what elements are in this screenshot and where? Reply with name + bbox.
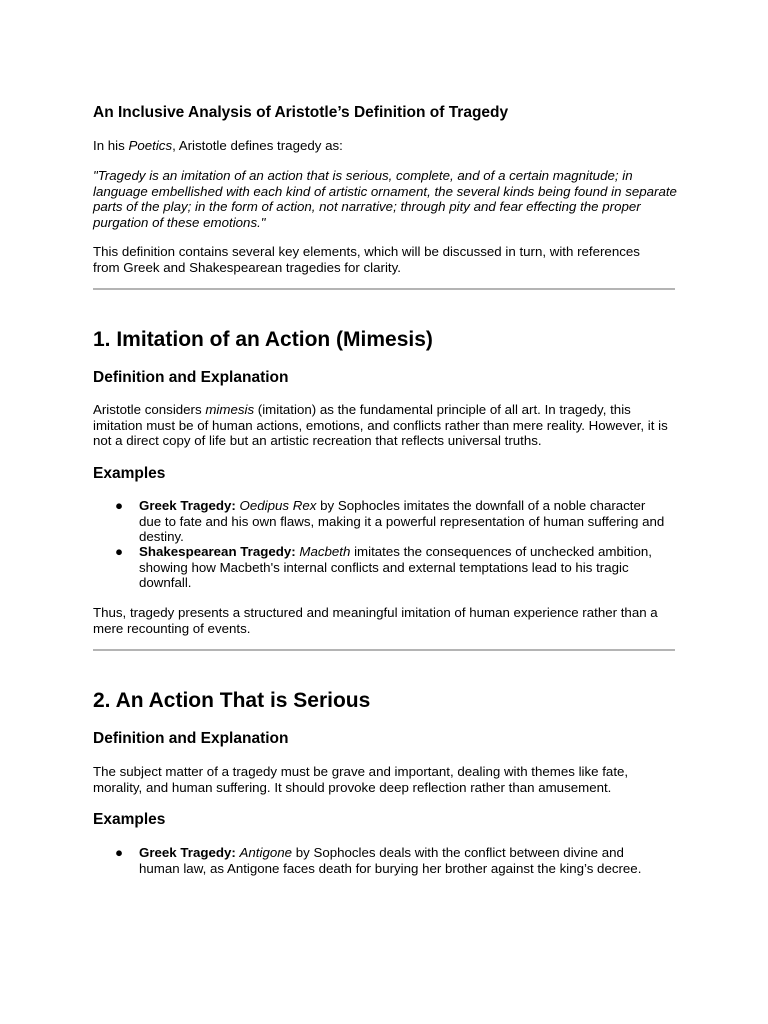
intro-lead-italic: Poetics (128, 138, 173, 153)
examples-heading: Examples (93, 465, 166, 482)
section-heading: 2. An Action That is Serious (93, 689, 371, 712)
definition-prefix: Aristotle considers (93, 402, 206, 417)
example-label: Greek Tragedy: (139, 498, 236, 513)
example-text: by Sophocles deals with the conflict between divine and human law, as Antigone faces death for burying her brother against the king’s decree. (139, 845, 642, 876)
examples-heading: Examples (93, 811, 166, 828)
list-item-text (139, 845, 659, 876)
definition-heading: Definition and Explanation (93, 730, 289, 747)
section-heading: 1. Imitation of an Action (Mimesis) (93, 328, 433, 351)
example-work: Oedipus Rex (239, 498, 317, 513)
example-work: Macbeth (299, 544, 351, 559)
aristotle-quote: "Tragedy is an imitation of an action that is serious, complete, and of a certain magnitude; in language embellished with each kind of artistic ornament, the several kinds being found in separate parts of the play; in the form of action, not narrative; through pity and fear effecting the proper purgation of these emotions." (93, 168, 677, 230)
list-item-text (139, 498, 669, 545)
example-work: Antigone (239, 845, 293, 860)
intro-summary: This definition contains several key elements, which will be discussed in turn, with references from Greek and Shakespearean tragedies for clarity. (93, 244, 640, 275)
example-text: imitates the consequences of unchecked ambition, showing how Macbeth's internal conflicts and external temptations lead to his tragic downfall. (139, 544, 652, 590)
definition-suffix: (imitation) as the fundamental principle of all art. In tragedy, this imitation must be of human actions, emotions, and conflicts rather than mere reality. However, it is not a direct copy of life but an artistic recreation that reflects universal truths. (93, 402, 668, 448)
example-label: Shakespearean Tragedy: (139, 544, 296, 559)
intro-lead-prefix: In his (93, 138, 129, 153)
bullet-icon: ● (115, 845, 124, 860)
definition-italic: mimesis (205, 402, 255, 417)
section-divider (93, 288, 675, 290)
section-divider (93, 649, 675, 651)
example-text: by Sophocles imitates the downfall of a noble character due to fate and his own flaws, making it a powerful representation of human suffering and destiny. (139, 498, 665, 544)
document-title: An Inclusive Analysis of Aristotle’s Definition of Tragedy (93, 104, 509, 121)
list-item-text (139, 544, 669, 591)
definition-text (93, 402, 678, 449)
intro-lead-suffix: , Aristotle defines tragedy as: (172, 138, 343, 153)
bullet-icon: ● (115, 498, 124, 513)
section-conclusion: Thus, tragedy presents a structured and meaningful imitation of human experience rather than a mere recounting of events. (93, 605, 658, 636)
definition-heading: Definition and Explanation (93, 369, 289, 386)
definition-text: The subject matter of a tragedy must be grave and important, dealing with themes like fate, morality, and human suffering. It should provoke deep reflection rather than amusement. (93, 764, 629, 795)
example-label: Greek Tragedy: (139, 845, 236, 860)
bullet-icon: ● (115, 544, 124, 559)
intro-lead (93, 138, 683, 154)
